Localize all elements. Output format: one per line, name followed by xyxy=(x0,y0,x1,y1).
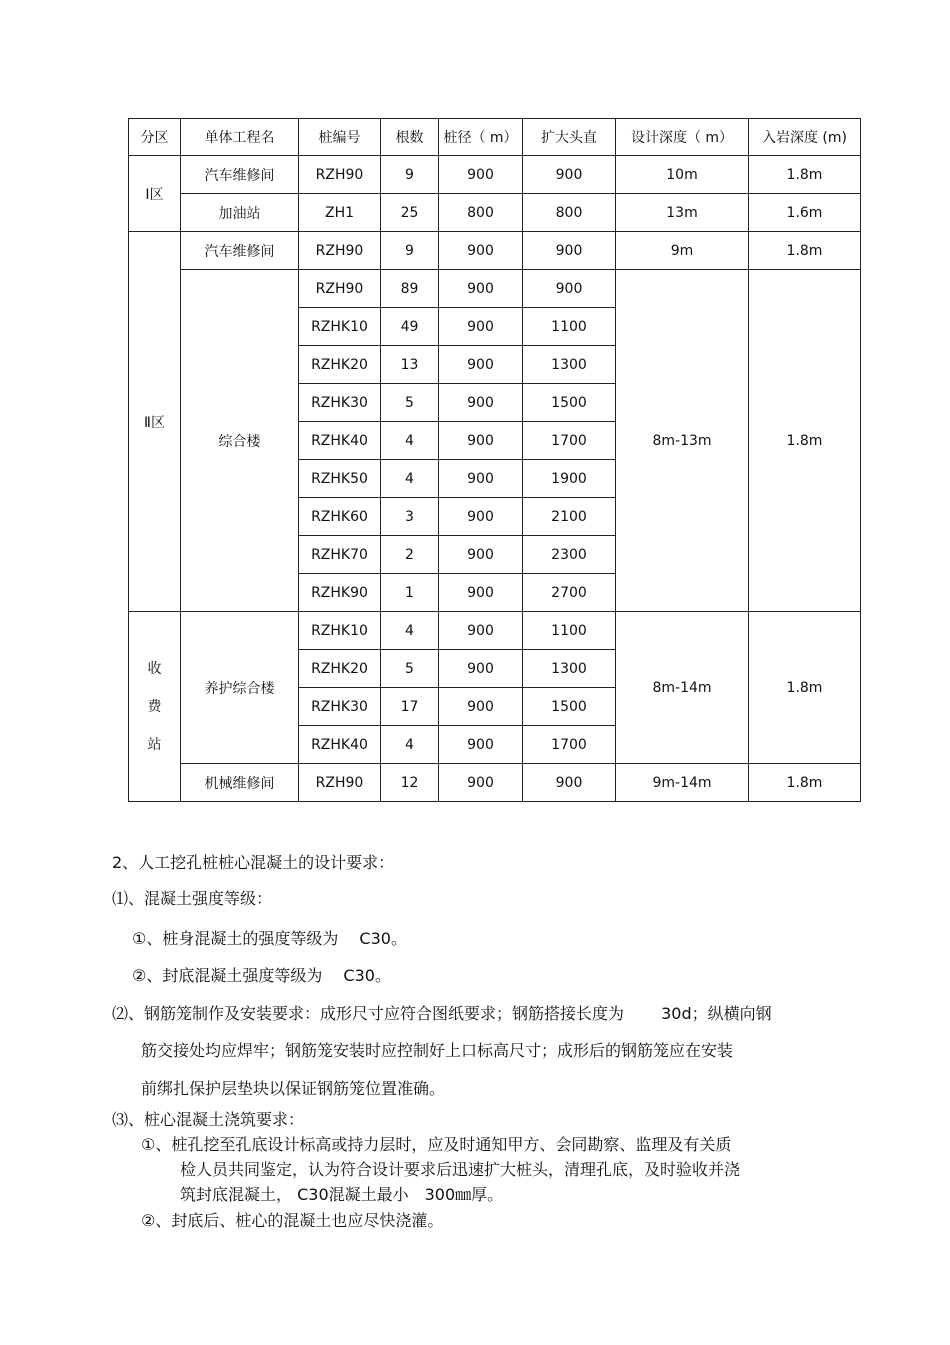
design-depth-cell: 9m xyxy=(616,232,749,270)
head-diameter-cell: 1300 xyxy=(523,346,616,384)
project-name-cell: 汽车维修间 xyxy=(181,156,299,194)
pile-diameter-cell: 900 xyxy=(439,726,523,764)
count-cell: 4 xyxy=(381,612,439,650)
head-diameter-cell: 1100 xyxy=(523,612,616,650)
header-count: 根数 xyxy=(381,119,439,156)
count-cell: 5 xyxy=(381,384,439,422)
design-depth-cell: 10m xyxy=(616,156,749,194)
count-cell: 2 xyxy=(381,536,439,574)
head-diameter-cell: 1500 xyxy=(523,384,616,422)
rock-depth-cell: 1.8m xyxy=(749,270,861,612)
count-cell: 25 xyxy=(381,194,439,232)
requirement-item: ①、桩身混凝土的强度等级为 C30。 xyxy=(132,929,407,948)
pile-code-cell: RZHK70 xyxy=(299,536,381,574)
design-depth-cell: 8m-14m xyxy=(616,612,749,764)
zone-label-char: 站 xyxy=(147,736,162,753)
rock-depth-cell: 1.8m xyxy=(749,764,861,802)
pile-code-cell: RZHK90 xyxy=(299,574,381,612)
pile-code-cell: RZHK30 xyxy=(299,688,381,726)
count-cell: 3 xyxy=(381,498,439,536)
pile-code-cell: RZH90 xyxy=(299,764,381,802)
requirement-item: ②、封底混凝土强度等级为 C30。 xyxy=(132,966,391,985)
pile-diameter-cell: 900 xyxy=(439,498,523,536)
subsection-title: ⑴、混凝土强度等级： xyxy=(112,889,273,908)
pile-code-cell: RZHK10 xyxy=(299,308,381,346)
header-pile-code: 桩编号 xyxy=(299,119,381,156)
zone-cell: Ⅱ区 xyxy=(129,232,181,612)
zone-cell: Ⅰ区 xyxy=(129,156,181,232)
table-row xyxy=(129,764,861,802)
pile-code-cell: RZHK40 xyxy=(299,422,381,460)
head-diameter-cell: 1700 xyxy=(523,726,616,764)
pile-diameter-cell: 900 xyxy=(439,346,523,384)
pile-diameter-cell: 900 xyxy=(439,460,523,498)
project-name-cell: 综合楼 xyxy=(181,270,299,612)
pile-diameter-cell: 900 xyxy=(439,688,523,726)
pile-diameter-cell: 900 xyxy=(439,536,523,574)
count-cell: 4 xyxy=(381,726,439,764)
zone-label-char: 费 xyxy=(147,698,162,715)
table-row xyxy=(129,270,861,308)
pile-diameter-cell: 900 xyxy=(439,650,523,688)
pile-code-cell: RZH90 xyxy=(299,270,381,308)
requirement-paragraph: ⑵、钢筋笼制作及安装要求：成形尺寸应符合图纸要求；钢筋搭接长度为 30d；纵横向钢 xyxy=(112,1004,772,1023)
head-diameter-cell: 1900 xyxy=(523,460,616,498)
project-name-cell: 加油站 xyxy=(181,194,299,232)
rock-depth-cell: 1.8m xyxy=(749,156,861,194)
head-diameter-cell: 800 xyxy=(523,194,616,232)
head-diameter-cell: 2300 xyxy=(523,536,616,574)
count-cell: 89 xyxy=(381,270,439,308)
requirement-item: 筑封底混凝土， C30混凝土最小 300㎜厚。 xyxy=(180,1185,504,1204)
header-design-depth: 设计深度（ m） xyxy=(616,119,749,156)
table-row xyxy=(129,156,861,194)
count-cell: 12 xyxy=(381,764,439,802)
header-project-name: 单体工程名 xyxy=(181,119,299,156)
count-cell: 4 xyxy=(381,460,439,498)
requirement-paragraph: 前绑扎保护层垫块以保证钢筋笼位置准确。 xyxy=(141,1079,446,1098)
header-rock-depth: 入岩深度 (m) xyxy=(749,119,861,156)
count-cell: 9 xyxy=(381,156,439,194)
pile-diameter-cell: 900 xyxy=(439,384,523,422)
requirement-item: 检人员共同鉴定，认为符合设计要求后迅速扩大桩头，清理孔底，及时验收并浇 xyxy=(180,1160,741,1179)
count-cell: 4 xyxy=(381,422,439,460)
design-depth-cell: 13m xyxy=(616,194,749,232)
zone-label-char: 收 xyxy=(147,660,162,677)
rock-depth-cell: 1.8m xyxy=(749,612,861,764)
table-row xyxy=(129,232,861,270)
table-row xyxy=(129,194,861,232)
project-name-cell: 养护综合楼 xyxy=(181,612,299,764)
header-head-diameter: 扩大头直 xyxy=(523,119,616,156)
rock-depth-cell: 1.6m xyxy=(749,194,861,232)
head-diameter-cell: 900 xyxy=(523,764,616,802)
pile-diameter-cell: 900 xyxy=(439,422,523,460)
pile-diameter-cell: 900 xyxy=(439,156,523,194)
count-cell: 13 xyxy=(381,346,439,384)
head-diameter-cell: 1500 xyxy=(523,688,616,726)
header-pile-diameter: 桩径（ m） xyxy=(439,119,523,156)
pile-diameter-cell: 800 xyxy=(439,194,523,232)
head-diameter-cell: 2100 xyxy=(523,498,616,536)
head-diameter-cell: 1300 xyxy=(523,650,616,688)
rock-depth-cell: 1.8m xyxy=(749,232,861,270)
pile-table xyxy=(128,118,861,802)
head-diameter-cell: 1700 xyxy=(523,422,616,460)
zone-cell xyxy=(129,612,181,802)
design-depth-cell: 9m-14m xyxy=(616,764,749,802)
header-zone: 分区 xyxy=(129,119,181,156)
pile-code-cell: RZHK50 xyxy=(299,460,381,498)
table-row xyxy=(129,612,861,650)
pile-code-cell: RZHK40 xyxy=(299,726,381,764)
count-cell: 9 xyxy=(381,232,439,270)
pile-diameter-cell: 900 xyxy=(439,764,523,802)
count-cell: 17 xyxy=(381,688,439,726)
pile-diameter-cell: 900 xyxy=(439,232,523,270)
pile-code-cell: RZH90 xyxy=(299,232,381,270)
pile-diameter-cell: 900 xyxy=(439,308,523,346)
table-header-row xyxy=(129,119,861,156)
pile-code-cell: ZH1 xyxy=(299,194,381,232)
section-heading: 2、人工挖孔桩桩心混凝土的设计要求： xyxy=(112,853,395,872)
project-name-cell: 汽车维修间 xyxy=(181,232,299,270)
project-name-cell: 机械维修间 xyxy=(181,764,299,802)
head-diameter-cell: 900 xyxy=(523,156,616,194)
pile-diameter-cell: 900 xyxy=(439,270,523,308)
pile-code-cell: RZHK10 xyxy=(299,612,381,650)
head-diameter-cell: 900 xyxy=(523,270,616,308)
head-diameter-cell: 2700 xyxy=(523,574,616,612)
pile-diameter-cell: 900 xyxy=(439,574,523,612)
requirement-paragraph: 筋交接处均应焊牢；钢筋笼安装时应控制好上口标高尺寸；成形后的钢筋笼应在安装 xyxy=(141,1041,734,1060)
pile-code-cell: RZHK20 xyxy=(299,650,381,688)
requirement-item: ①、桩孔挖至孔底设计标高或持力层时，应及时通知甲方、会同勘察、监理及有关质 xyxy=(141,1135,732,1154)
subsection-title: ⑶、桩心混凝土浇筑要求： xyxy=(112,1110,305,1129)
head-diameter-cell: 1100 xyxy=(523,308,616,346)
design-depth-cell: 8m-13m xyxy=(616,270,749,612)
pile-code-cell: RZHK20 xyxy=(299,346,381,384)
count-cell: 49 xyxy=(381,308,439,346)
pile-code-cell: RZHK60 xyxy=(299,498,381,536)
count-cell: 1 xyxy=(381,574,439,612)
pile-code-cell: RZH90 xyxy=(299,156,381,194)
requirement-item: ②、封底后、桩心的混凝土也应尽快浇灌。 xyxy=(141,1211,444,1230)
pile-diameter-cell: 900 xyxy=(439,612,523,650)
count-cell: 5 xyxy=(381,650,439,688)
head-diameter-cell: 900 xyxy=(523,232,616,270)
pile-code-cell: RZHK30 xyxy=(299,384,381,422)
